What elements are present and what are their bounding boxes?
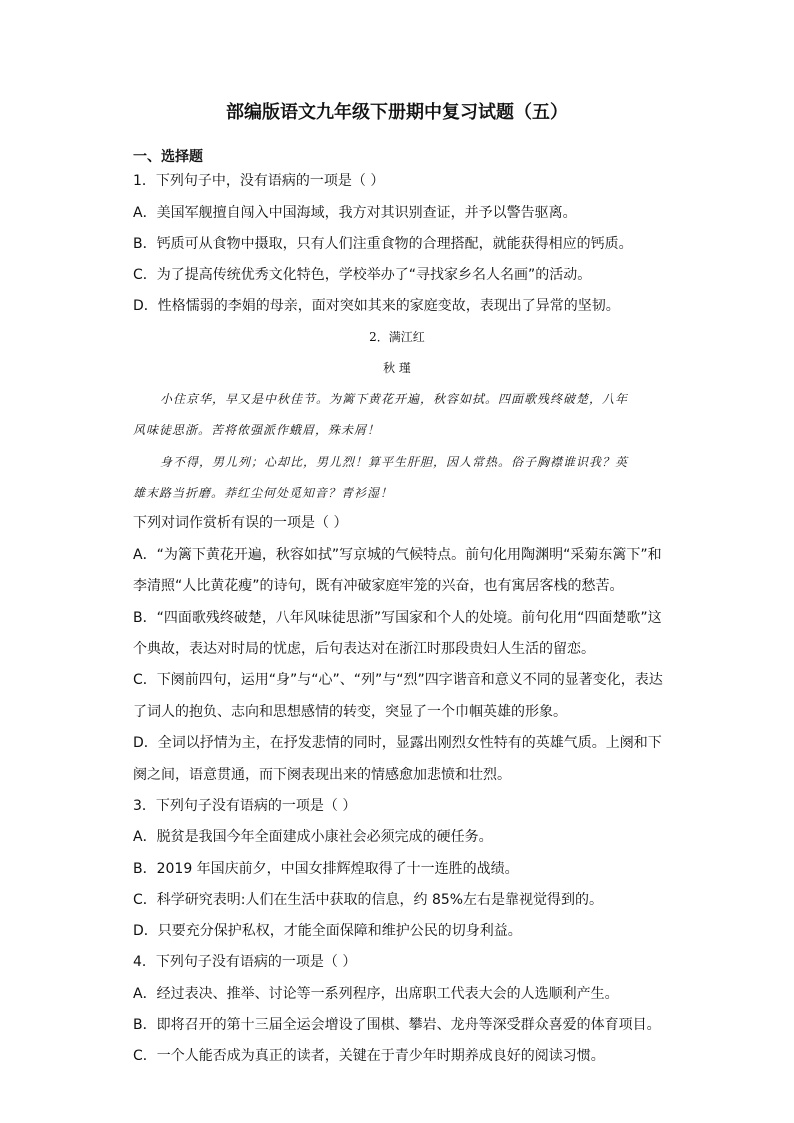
question-2-option-b: B．“四面歌残终破楚，八年风味徒思浙”写国家和个人的处境。前句化用“四面楚歌”这	[133, 610, 662, 626]
question-1-option-a: A．美国军舰擅自闯入中国海域，我方对其识别查证，并予以警告驱离。	[133, 205, 577, 221]
question-1-option-d: D．性格懦弱的李娟的母亲，面对突如其来的家庭变故，表现出了异常的坚韧。	[133, 298, 620, 314]
question-3-option-d: D．只要充分保护私权，才能全面保障和维护公民的切身利益。	[133, 923, 522, 939]
question-4-option-a: A．经过表决、推举、讨论等一系列程序，出席职工代表大会的人选顺利产生。	[133, 986, 619, 1002]
section-heading: 一、选择题	[133, 149, 203, 165]
poem-line: 风味徒思浙。苦将侬强派作蛾眉，殊未屑！	[133, 423, 381, 437]
question-4-stem: 4．下列句子没有语病的一项是（ ）	[133, 954, 357, 970]
question-2-option-c: C．下阕前四句，运用“身”与“心”、“列”与“烈”四字谐音和意义不同的显著变化，表达	[133, 672, 663, 688]
question-2-option-b-cont: 个典故，表达对时局的忧虑，后句表达对在浙江时那段贵妇人生活的留恋。	[133, 641, 595, 657]
poem-author: 秋 瑾	[383, 361, 411, 375]
question-2-option-a: A．“为篱下黄花开遍，秋容如拭”写京城的气候特点。前句化用陶渊明“采菊东篱下”和	[133, 547, 662, 563]
poem-line: 小住京华，早又是中秋佳节。为篱下黄花开遍，秋容如拭。四面歌残终破楚，八年	[160, 392, 629, 406]
poem-line: 身不得，男儿列；心却比，男儿烈！算平生肝胆，因人常热。俗子胸襟谁识我？英	[160, 455, 629, 469]
question-3-option-a: A．脱贫是我国今年全面建成小康社会必须完成的硬任务。	[133, 829, 493, 845]
page-title: 部编版语文九年级下册期中复习试题（五）	[226, 102, 568, 123]
question-2-stem: 下列对词作赏析有误的一项是（ ）	[133, 515, 348, 531]
question-2-option-a-cont: 李清照“人比黄花瘦”的诗句，既有冲破家庭牢笼的兴奋，也有寓居客栈的愁苦。	[133, 578, 624, 594]
question-2-option-c-cont: 了词人的抱负、志向和思想感情的转变，突显了一个巾帼英雄的形象。	[133, 704, 567, 720]
question-1-stem: 1．下列句子中，没有语病的一项是（ ）	[133, 173, 385, 189]
poem-line: 雄末路当折磨。莽红尘何处觅知音？青衫湿！	[133, 486, 394, 500]
question-2-option-d-cont: 阕之间，语意贯通，而下阕表现出来的情感愈加悲愤和壮烈。	[133, 767, 511, 783]
poem-title: 2．满江红	[369, 330, 425, 344]
question-3-option-b: B．2019 年国庆前夕，中国女排辉煌取得了十一连胜的战绩。	[133, 861, 519, 877]
question-3-stem: 3．下列句子没有语病的一项是（ ）	[133, 798, 357, 814]
question-2-option-d: D．全词以抒情为主，在抒发悲情的同时，显露出刚烈女性特有的英雄气质。上阕和下	[133, 735, 662, 751]
question-4-option-b: B．即将召开的第十三届全运会增设了围棋、攀岩、龙舟等深受群众喜爱的体育项目。	[133, 1017, 661, 1033]
question-1-option-c: C．为了提高传统优秀文化特色，学校举办了“寻找家乡名人名画”的活动。	[133, 267, 592, 283]
question-3-option-c: C．科学研究表明:人们在生活中获取的信息，约 85%左右是靠视觉得到的。	[133, 892, 604, 908]
question-1-option-b: B．钙质可从食物中摄取，只有人们注重食物的合理搭配，就能获得相应的钙质。	[133, 236, 633, 252]
question-4-option-c: C．一个人能否成为真正的读者，关键在于青少年时期养成良好的阅读习惯。	[133, 1048, 605, 1064]
